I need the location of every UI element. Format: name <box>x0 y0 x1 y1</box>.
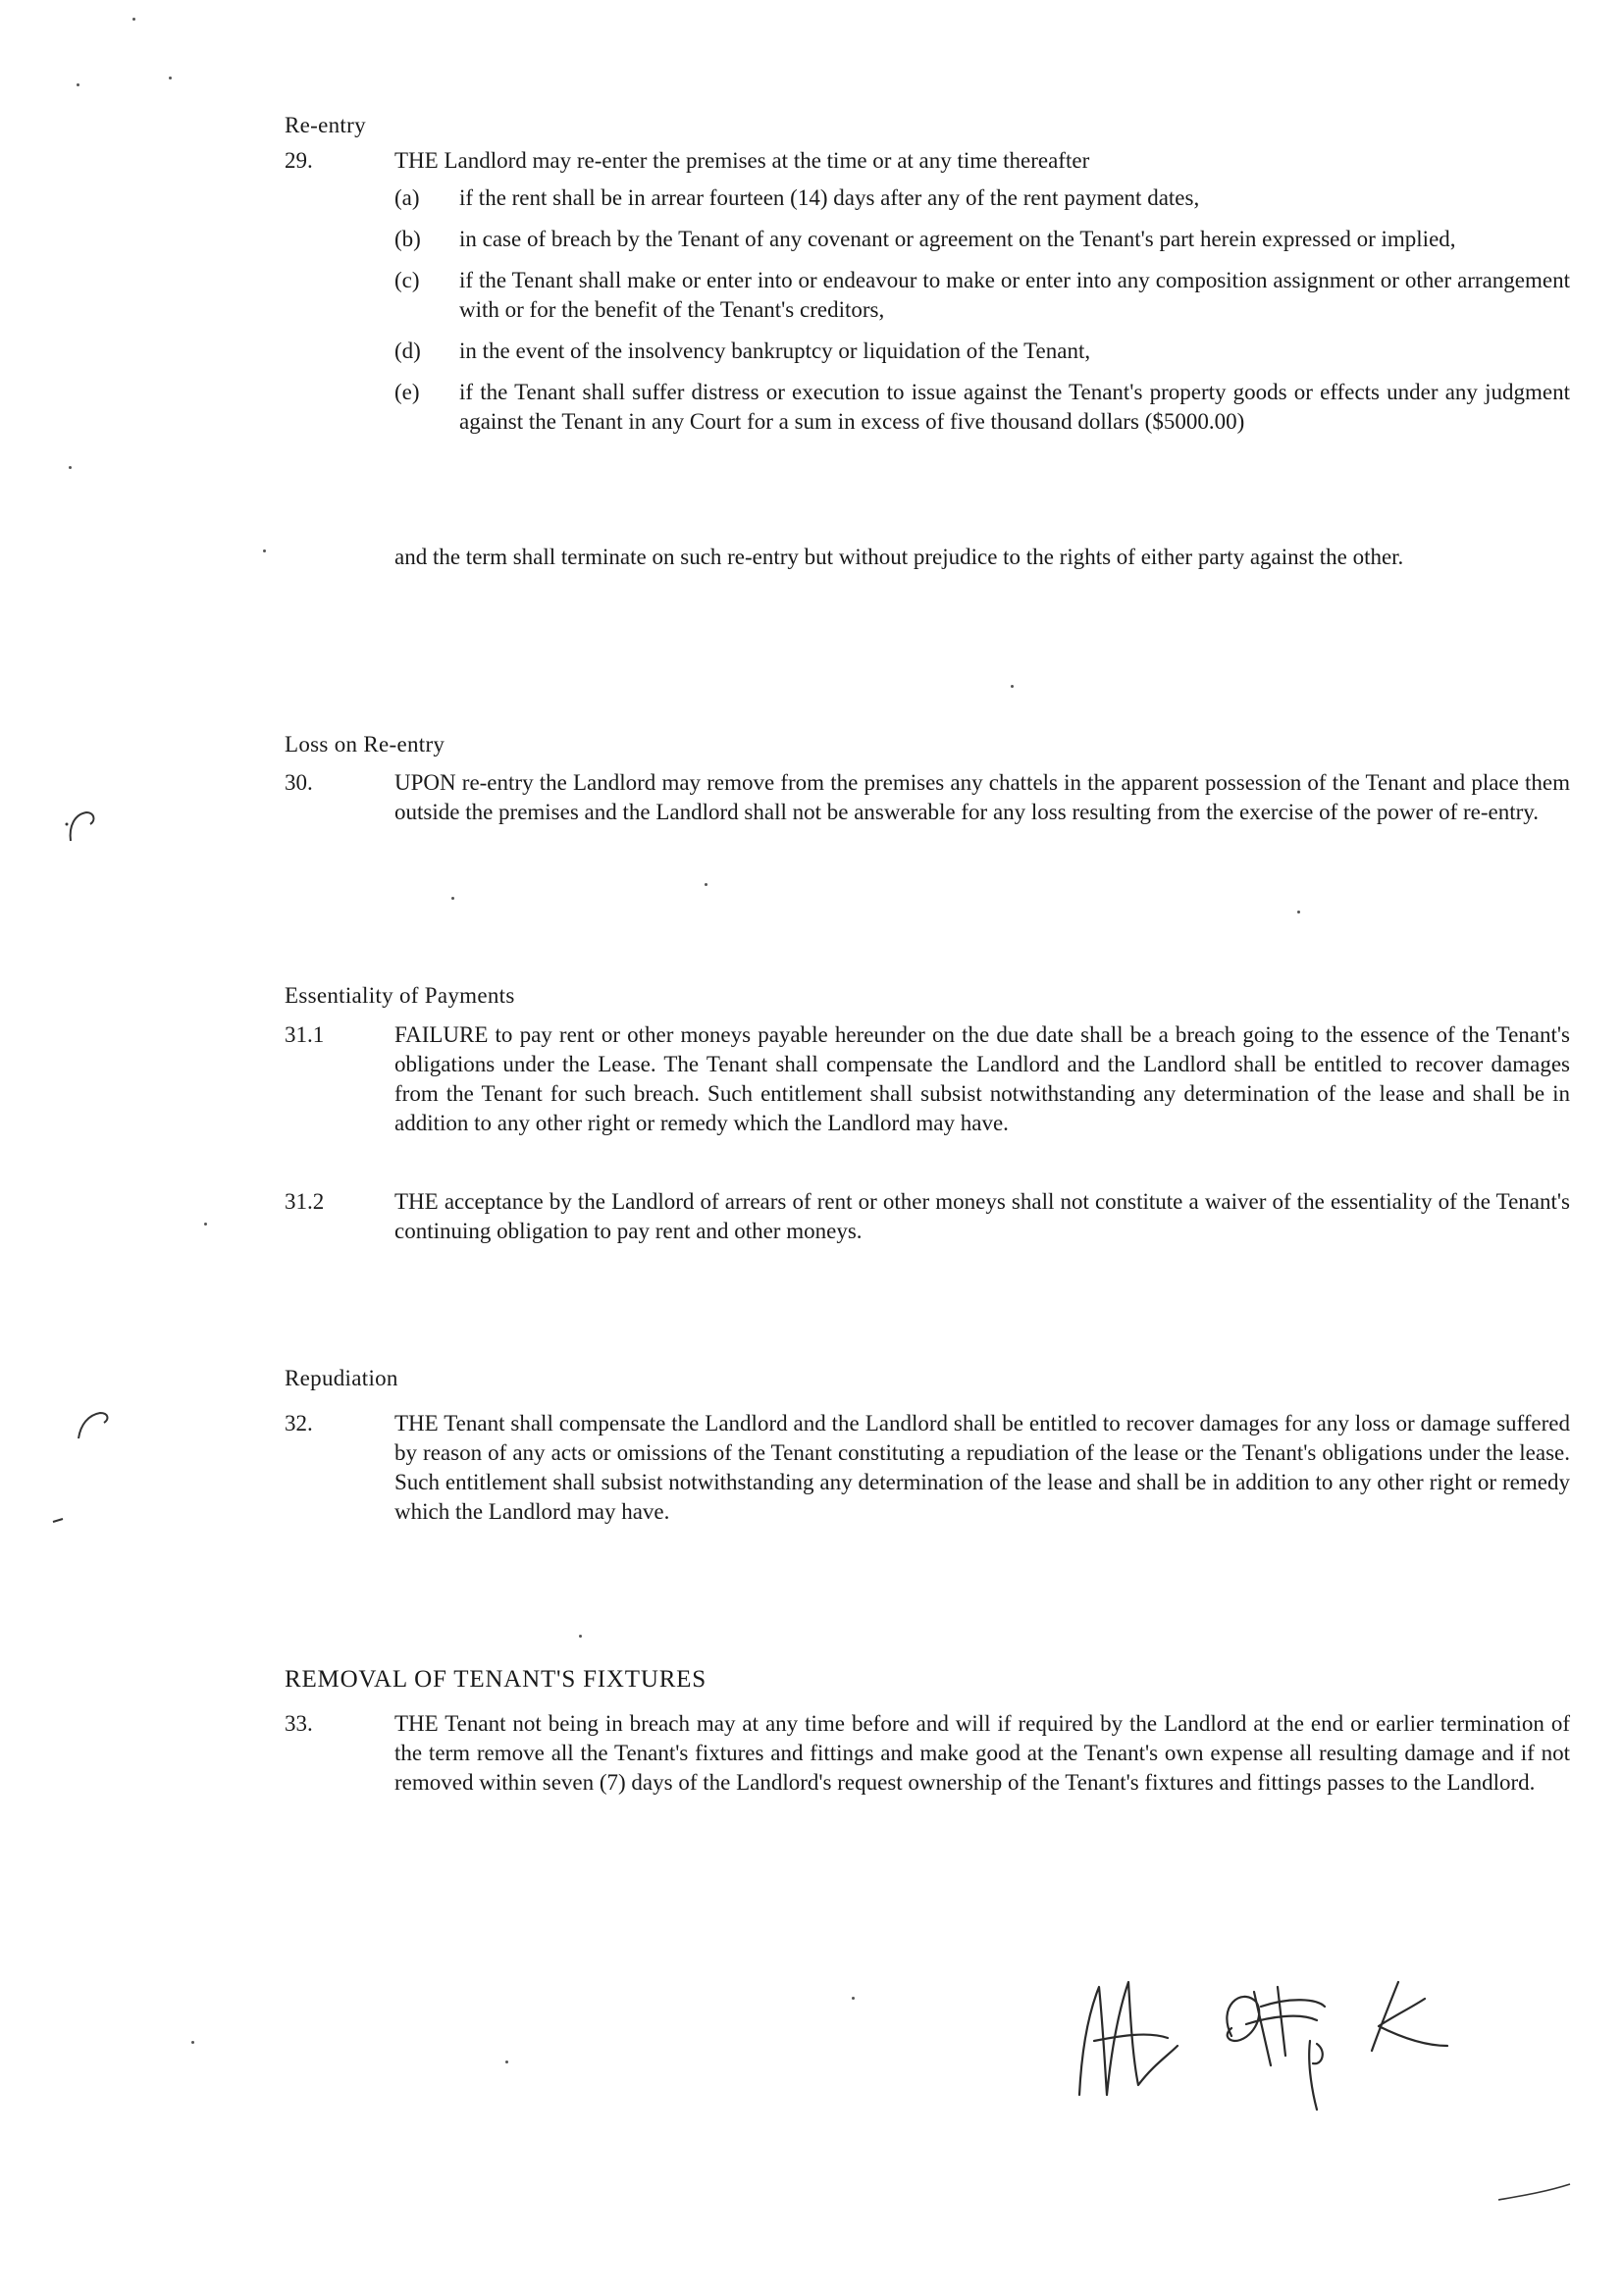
scan-speck <box>1011 685 1014 688</box>
sub-item-text: in the event of the insolvency bankruptcy or liquidation of the Tenant, <box>459 339 1091 363</box>
sub-item-label: (a) <box>394 185 420 210</box>
scan-blot <box>61 807 110 846</box>
scan-blot <box>71 1403 120 1442</box>
scan-stroke <box>51 1516 71 1526</box>
clause-30 <box>285 768 1570 827</box>
heading-removal-of-tenants-fixtures: REMOVAL OF TENANT'S FIXTURES <box>285 1666 707 1693</box>
clause-33 <box>285 1709 1570 1798</box>
sub-item-text: if the rent shall be in arrear fourteen (14) days after any of the rent payment dates, <box>459 185 1200 210</box>
sub-item-text: in case of breach by the Tenant of any covenant or agreement on the Tenant's part herein expressed or implied, <box>459 227 1456 251</box>
sub-item-label: (d) <box>394 339 421 363</box>
clause-32 <box>285 1409 1570 1527</box>
clause-number: 33. <box>285 1711 313 1736</box>
heading-essentiality-of-payments: Essentiality of Payments <box>285 983 515 1008</box>
clause-number: 31.1 <box>285 1022 325 1047</box>
clause-31-2 <box>285 1187 1570 1246</box>
scan-speck <box>705 883 707 886</box>
scan-speck <box>451 897 454 900</box>
scan-speck <box>579 1635 582 1638</box>
sub-item-label: (b) <box>394 227 421 251</box>
scan-speck <box>852 1997 855 2000</box>
scan-speck <box>204 1223 207 1226</box>
sub-item-label: (c) <box>394 268 420 292</box>
clause-text: UPON re-entry the Landlord may remove from the premises any chattels in the apparent possession of the Tenant and place them outside the premises and the Landlord shall not be answerable for any loss resulting from the exercise of the power of re-entry. <box>394 770 1570 824</box>
scan-speck <box>1297 911 1300 913</box>
sub-item-d <box>394 337 1570 366</box>
clause-31-1 <box>285 1020 1570 1138</box>
clause-text: FAILURE to pay rent or other moneys payable hereunder on the due date shall be a breach going to the essence of the Tenant's obligations under the Lease. The Tenant shall compensate the Landlord and the Landlord shall be entitled to recover damages from the Tenant for such breach. Such entitlement shall subsist notwithstanding any determination of the lease and shall be in addition to any other right or remedy which the Landlord may have. <box>394 1022 1570 1135</box>
scan-speck <box>191 2041 194 2044</box>
clause-number: 32. <box>285 1411 313 1435</box>
sub-item-c <box>394 266 1570 325</box>
sub-item-text: if the Tenant shall suffer distress or execution to issue against the Tenant's property goods or effects under any judgment against the Tenant in any Court for a sum in excess of five thousand dollars ($5000.00) <box>459 380 1570 434</box>
clause-closing-text: and the term shall terminate on such re-entry but without prejudice to the rights of either party against the other. <box>394 545 1404 569</box>
sub-item-e <box>394 378 1570 437</box>
scan-speck <box>263 549 266 552</box>
scan-speck <box>132 18 135 21</box>
sub-item-list <box>394 183 1570 437</box>
scan-speck <box>77 83 79 86</box>
heading-repudiation: Repudiation <box>285 1366 398 1390</box>
sub-item-b <box>394 225 1570 254</box>
scan-speck <box>169 77 172 79</box>
heading-loss-on-re-entry: Loss on Re-entry <box>285 732 445 757</box>
scan-stroke <box>1496 2178 1575 2208</box>
clause-number: 29. <box>285 148 313 173</box>
sub-item-label: (e) <box>394 380 420 404</box>
clause-text: THE Tenant not being in breach may at any time before and will if required by the Landlord at the end or earlier termination of the term remove all the Tenant's fixtures and fittings and make good at the Tenant's own expense all resulting damage and if not removed within seven (7) days of the Landlord's request ownership of the Tenant's fixtures and fittings passes to the Landlord. <box>394 1711 1570 1795</box>
clause-intro: THE Landlord may re-enter the premises at the time or at any time thereafter <box>394 148 1090 173</box>
sub-item-text: if the Tenant shall make or enter into or endeavour to make or enter into any composition assignment or other arrangement with or for the benefit of the Tenant's creditors, <box>459 268 1570 322</box>
scan-speck <box>69 466 72 469</box>
clause-29 <box>285 146 1570 448</box>
clause-text: THE Tenant shall compensate the Landlord and the Landlord shall be entitled to recover damages for any loss or damage suffered by reason of any acts or omissions of the Tenant constituting a repudiation of the lease or the Tenant's obligations under the lease. Such entitlement shall subsist notwithstanding any determination of the lease and shall be in addition to any other right or remedy which the Landlord may have. <box>394 1411 1570 1524</box>
heading-re-entry: Re-entry <box>285 113 366 137</box>
clause-text: THE acceptance by the Landlord of arrears of rent or other moneys shall not constitute a waiver of the essentiality of the Tenant's continuing obligation to pay rent and other moneys. <box>394 1189 1570 1243</box>
clause-29-closing <box>285 543 1570 572</box>
sub-item-a <box>394 183 1570 213</box>
clause-number: 31.2 <box>285 1189 325 1214</box>
clause-number: 30. <box>285 770 313 795</box>
scan-speck <box>505 2061 508 2063</box>
handwritten-initials <box>1060 1948 1472 2114</box>
